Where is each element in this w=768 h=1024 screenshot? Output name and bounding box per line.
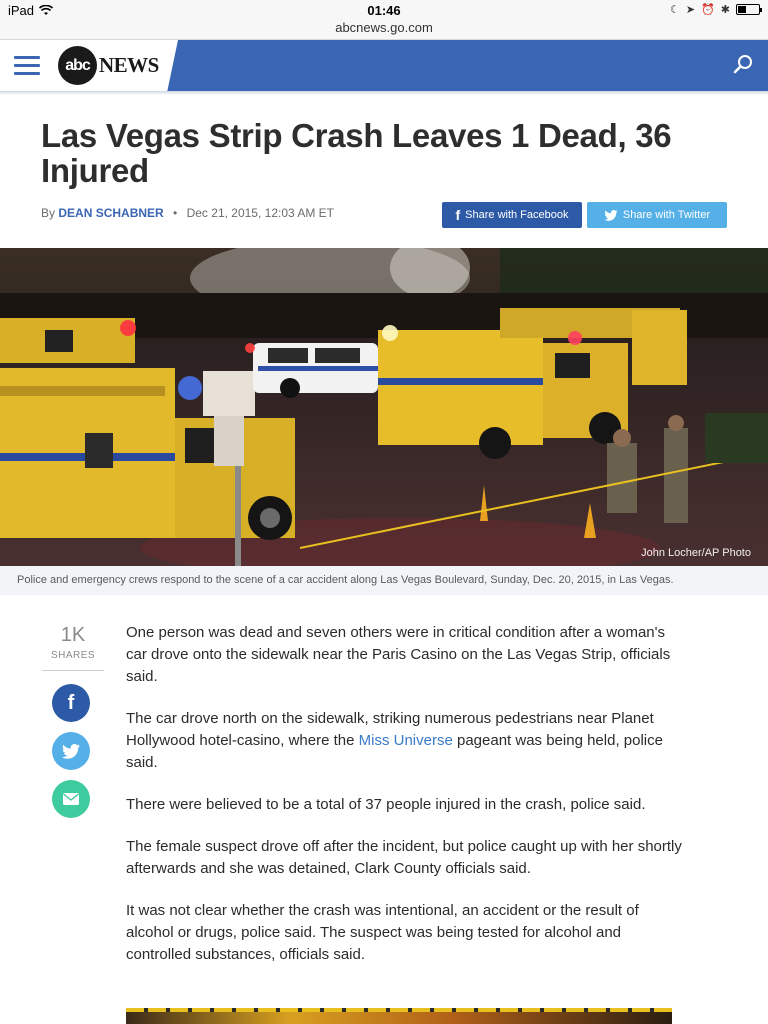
shares-label: SHARES <box>50 650 96 661</box>
paragraph: It was not clear whether the crash was intentional, an accident or the result of alcohol or drugs, police said. The suspect was being tested for alcohol and controlled substances, officials said. <box>126 902 639 963</box>
hero-photo[interactable] <box>0 248 768 566</box>
twitter-icon <box>62 744 80 759</box>
menu-icon[interactable] <box>14 56 40 75</box>
share-facebook-button[interactable] <box>442 202 582 228</box>
battery-fill <box>738 6 746 13</box>
byline: By DEAN SCHABNER • Dec 21, 2015, 12:03 AM ET <box>41 206 335 220</box>
address-bar[interactable]: abcnews.go.com <box>335 20 433 35</box>
share-twitter-label: Share with Twitter <box>622 209 711 221</box>
paragraph: One person was dead and seven others were in critical condition after a woman's car drove onto the sidewalk near the Paris Casino on the Las Vegas Strip, officials said. <box>126 624 671 685</box>
share-facebook-label: Share with Facebook <box>465 209 569 221</box>
divider <box>42 670 104 671</box>
miss-universe-link[interactable]: Miss Universe <box>358 732 453 749</box>
paragraph: There were believed to be a total of 37 people injured in the crash, police said. <box>126 796 646 813</box>
alarm-icon: ⏰ <box>701 4 715 16</box>
police-tape <box>126 1008 672 1012</box>
article-title: Las Vegas Strip Crash Leaves 1 Dead, 36 Injured <box>41 117 672 189</box>
logo-text: NEWS <box>99 53 159 77</box>
twitter-share-circle[interactable] <box>52 732 90 770</box>
bluetooth-icon: ✱ <box>720 4 730 16</box>
battery-icon <box>736 4 760 15</box>
abc-news-logo[interactable] <box>58 46 159 85</box>
byline-prefix: By <box>41 206 56 220</box>
shares-count: 1K <box>60 624 86 646</box>
photo-caption: Police and emergency crews respond to the scene of a car accident along Las Vegas Boulevard, Sunday, Dec. 20, 2015, in Las Vegas. <box>0 566 768 595</box>
moon-icon: ☾ <box>669 4 680 16</box>
logo-circle: abc <box>58 46 97 85</box>
email-share-circle[interactable] <box>52 780 90 818</box>
inline-photo[interactable] <box>126 1008 672 1024</box>
crash-scene-photo <box>0 248 768 566</box>
paragraph <box>126 708 686 774</box>
search-icon[interactable] <box>732 53 754 75</box>
article-body <box>126 622 686 986</box>
location-icon: ➤ <box>685 4 696 16</box>
facebook-icon: f <box>67 691 75 714</box>
facebook-share-circle[interactable] <box>52 684 90 722</box>
envelope-icon <box>63 793 79 805</box>
device-label: iPad <box>8 3 35 18</box>
paragraph-text: pageant was being held, police said. <box>126 732 663 771</box>
publish-date: Dec 21, 2015, 12:03 AM ET <box>186 206 335 220</box>
twitter-icon <box>604 210 618 221</box>
facebook-icon: f <box>455 207 461 223</box>
status-bar <box>0 0 768 40</box>
site-header <box>0 40 768 91</box>
paragraph-text: The car drove north on the sidewalk, striking numerous pedestrians near Planet Hollywood hotel-casino, where the <box>126 710 654 749</box>
paragraph: The female suspect drove off after the incident, but police caught up with her shortly afterwards and she was detained, Clark County officials said. <box>126 838 682 877</box>
photo-credit: John Locher/AP Photo <box>641 547 751 559</box>
author-link[interactable]: DEAN SCHABNER <box>58 206 164 220</box>
clock: 01:46 <box>367 3 401 18</box>
share-twitter-button[interactable] <box>587 202 727 228</box>
